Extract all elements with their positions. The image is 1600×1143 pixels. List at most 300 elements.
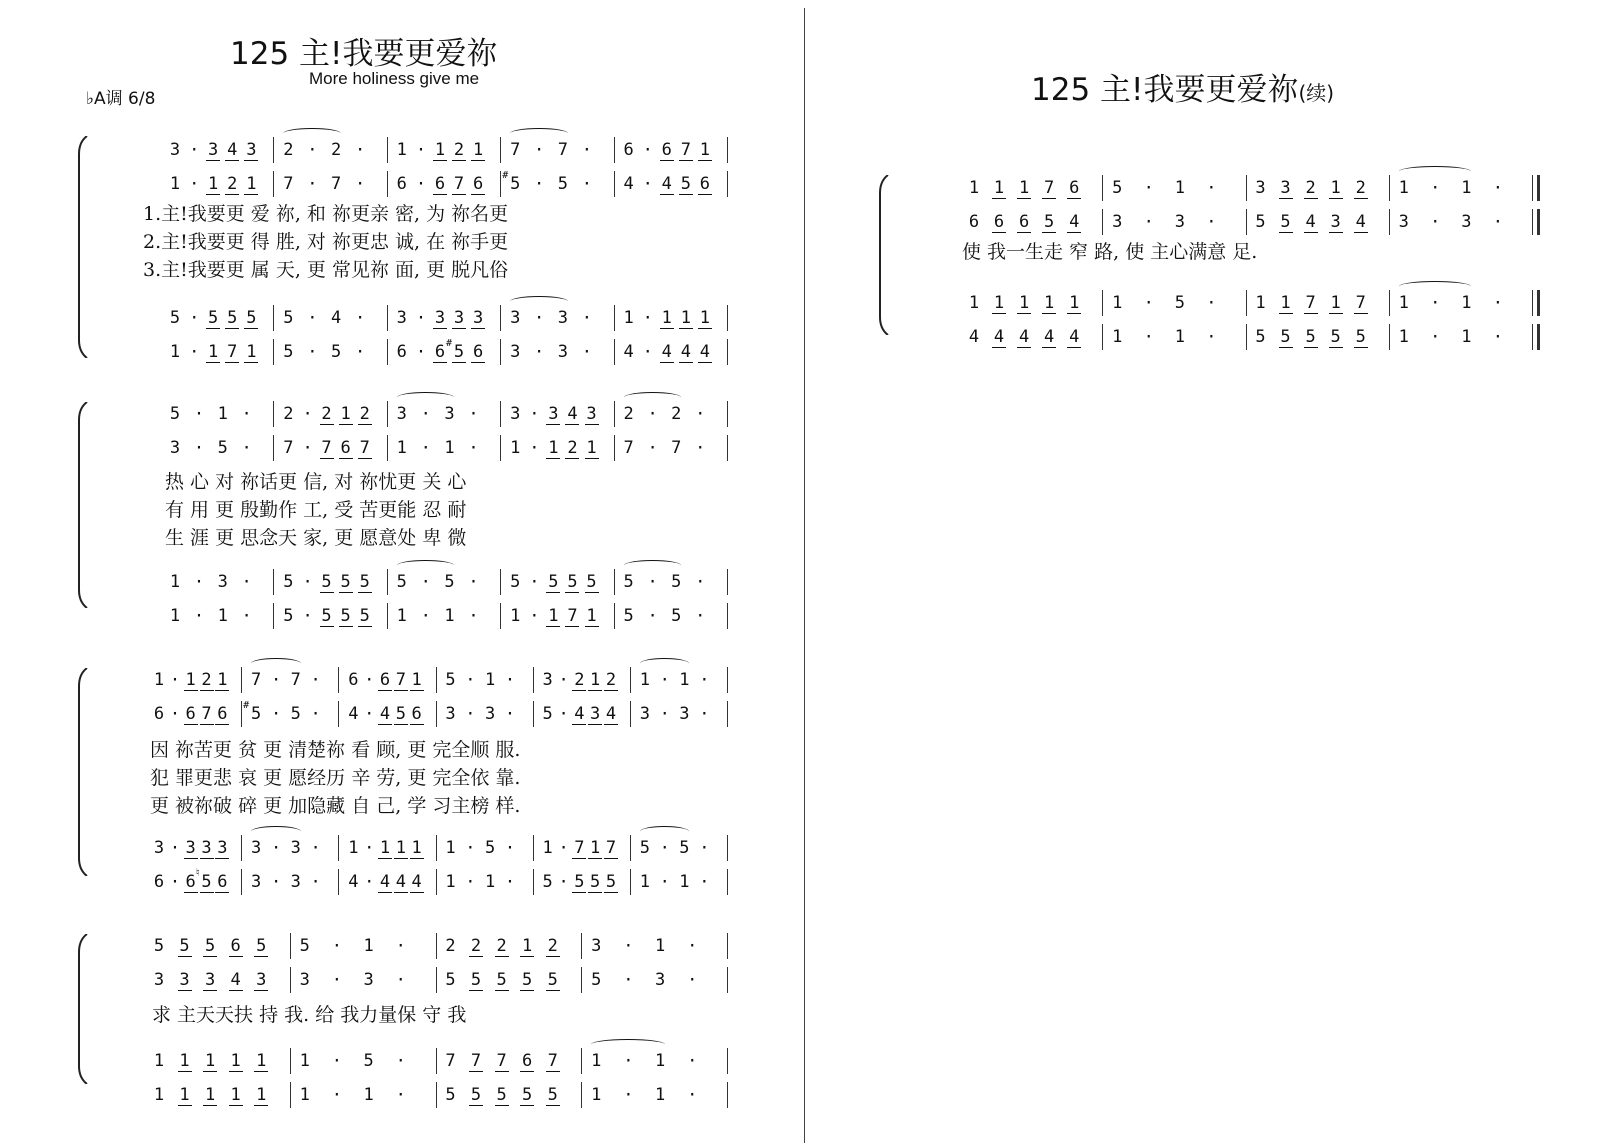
- note: 7: [510, 140, 521, 160]
- note: 2: [623, 404, 634, 424]
- duration-dot: ·: [241, 606, 252, 626]
- note: 4: [395, 872, 406, 892]
- bar-line: [727, 1082, 728, 1108]
- duration-dot: ·: [687, 1085, 698, 1105]
- duration-dot: ·: [699, 670, 710, 690]
- note: 1: [208, 342, 219, 362]
- note: 3: [434, 308, 446, 328]
- note: 4: [605, 704, 617, 724]
- note: 1: [169, 606, 181, 626]
- note: 5: [542, 872, 553, 892]
- note: # 5: [508, 174, 522, 194]
- note: 4: [567, 404, 578, 424]
- note: 1: [699, 308, 711, 328]
- note: 6: [623, 140, 634, 160]
- duration-dot: ·: [465, 704, 476, 724]
- note: 7: [359, 438, 370, 458]
- note: 4: [227, 140, 238, 160]
- duration-dot: ·: [687, 970, 698, 990]
- note: 3: [290, 872, 301, 892]
- bar-line: [1246, 209, 1247, 235]
- bar-line: [273, 603, 274, 629]
- duration-dot: ·: [415, 174, 427, 194]
- note: 5: [444, 572, 455, 592]
- tie-arc: [640, 658, 690, 669]
- note: 5: [496, 970, 507, 990]
- note: 1: [153, 1051, 165, 1071]
- note: 2: [445, 936, 456, 956]
- note: 3: [445, 704, 456, 724]
- note: 3: [169, 140, 181, 160]
- note: 5: [179, 936, 190, 956]
- note: 5: [445, 1085, 456, 1105]
- note: 1: [1112, 293, 1123, 313]
- bar-line: [436, 835, 437, 861]
- duration-dot: ·: [581, 174, 592, 194]
- notation-row: [0, 1085, 1600, 1113]
- tie-arc: [251, 826, 301, 837]
- note: 5: [623, 572, 634, 592]
- note: 4: [230, 970, 241, 990]
- duration-dot: ·: [364, 872, 375, 892]
- note: 5: [548, 572, 559, 592]
- note: 1: [586, 606, 597, 626]
- note: 3: [208, 140, 219, 160]
- note: 5: [283, 342, 294, 362]
- note: 5: [1280, 212, 1291, 232]
- note: 3: [484, 704, 496, 724]
- bar-line: [581, 967, 582, 993]
- note: 5: [1174, 293, 1185, 313]
- note: 7: [227, 342, 238, 362]
- bar-line: [500, 401, 501, 427]
- note: 1: [363, 1085, 374, 1105]
- note: 2: [574, 670, 585, 690]
- note: 7: [453, 174, 465, 194]
- duration-dot: ·: [331, 970, 342, 990]
- note: 1: [246, 174, 257, 194]
- duration-dot: ·: [415, 140, 427, 160]
- note: 1: [379, 838, 391, 858]
- note: 3: [251, 872, 262, 892]
- lyric-line: 求 主天天扶 持 我. 给 我力量保 守 我: [152, 1004, 467, 1026]
- note: 6: [153, 704, 165, 724]
- note: 7: [201, 704, 212, 724]
- note: 4: [661, 174, 672, 194]
- duration-dot: ·: [420, 572, 431, 592]
- duration-dot: ·: [1430, 178, 1441, 198]
- note: 1: [1330, 178, 1341, 198]
- lyric-line: 生 涯 更 思念天 家, 更 愿意处 卑 微: [165, 527, 467, 549]
- note: 6: [396, 174, 407, 194]
- duration-dot: ·: [302, 438, 313, 458]
- duration-dot: ·: [1492, 327, 1503, 347]
- tie-arc: [640, 826, 690, 837]
- note: 6: [340, 438, 351, 458]
- note: 1: [522, 936, 533, 956]
- note: 4: [1018, 327, 1030, 347]
- duration-dot: ·: [189, 174, 200, 194]
- note: 4: [680, 342, 691, 362]
- duration-dot: ·: [623, 1085, 634, 1105]
- final-bar-line: [1537, 209, 1540, 235]
- duration-dot: ·: [193, 438, 205, 458]
- note: 1: [655, 1051, 666, 1071]
- duration-dot: ·: [687, 1051, 698, 1071]
- note: 1: [185, 670, 196, 690]
- bar-line: [290, 933, 291, 959]
- duration-dot: ·: [1143, 212, 1154, 232]
- note: 7: [330, 174, 342, 194]
- duration-dot: ·: [310, 670, 321, 690]
- note: 4: [411, 872, 422, 892]
- duration-dot: ·: [415, 342, 427, 362]
- note: 1: [396, 140, 407, 160]
- duration-dot: ·: [1492, 212, 1503, 232]
- duration-dot: ·: [623, 970, 634, 990]
- duration-dot: ·: [241, 438, 252, 458]
- note: 7: [1305, 293, 1316, 313]
- duration-dot: ·: [310, 704, 321, 724]
- note: 3: [586, 404, 597, 424]
- note: 7: [605, 838, 617, 858]
- note: 3: [1398, 212, 1409, 232]
- duration-dot: ·: [420, 606, 431, 626]
- note: 1: [1398, 293, 1409, 313]
- title-text: 125 主!我要更爱祢: [1031, 72, 1299, 108]
- notation-row: [0, 293, 1600, 321]
- note: 3: [1255, 178, 1266, 198]
- duration-dot: ·: [1430, 293, 1441, 313]
- duration-dot: ·: [270, 670, 282, 690]
- note: 2: [321, 404, 332, 424]
- note: 4: [993, 327, 1005, 347]
- duration-dot: ·: [354, 342, 366, 362]
- notation-row: [0, 438, 1600, 466]
- note: 1: [169, 342, 181, 362]
- note: 5: [591, 970, 602, 990]
- duration-dot: ·: [642, 308, 653, 328]
- note: 1: [1018, 178, 1030, 198]
- duration-dot: ·: [699, 838, 710, 858]
- bar-line: [727, 137, 728, 163]
- note: 4: [1069, 327, 1080, 347]
- bar-line: [727, 933, 728, 959]
- note: 7: [496, 1051, 507, 1071]
- bar-line: [727, 869, 728, 895]
- note: 1: [968, 293, 980, 313]
- note: 1: [590, 838, 601, 858]
- notation-row: [0, 404, 1600, 432]
- note: 6: [968, 212, 980, 232]
- tie-arc: [397, 560, 455, 571]
- lyric-line: 2.主!我要更 得 胜, 对 祢更忠 诚, 在 祢手更: [143, 231, 509, 253]
- note: 1: [1461, 327, 1472, 347]
- note: 5: [169, 404, 181, 424]
- notation-row: [0, 670, 1600, 698]
- note: 1: [679, 872, 690, 892]
- note: 5: [586, 572, 597, 592]
- note: 3: [510, 308, 521, 328]
- duration-dot: ·: [558, 838, 569, 858]
- notation-row: [0, 572, 1600, 600]
- duration-dot: ·: [169, 670, 181, 690]
- note: 3: [453, 308, 465, 328]
- notation-row: [0, 872, 1600, 900]
- note: 1: [217, 606, 228, 626]
- note: 1: [484, 872, 496, 892]
- bar-line: [436, 1082, 437, 1108]
- note: 3: [396, 404, 407, 424]
- note: 3: [557, 342, 569, 362]
- note: 3: [1280, 178, 1291, 198]
- duration-dot: ·: [647, 438, 658, 458]
- note: 6: [217, 872, 228, 892]
- final-bar-line: [1537, 290, 1540, 316]
- note: 1: [179, 1051, 190, 1071]
- note: 4: [379, 704, 391, 724]
- note: 6: [434, 342, 446, 362]
- note: 7: [1044, 178, 1055, 198]
- note: 3: [290, 838, 301, 858]
- note: 4: [623, 174, 634, 194]
- note: 6: [661, 140, 672, 160]
- duration-dot: ·: [558, 872, 569, 892]
- note: 3: [251, 838, 262, 858]
- duration-dot: ·: [1206, 212, 1217, 232]
- bar-line: [436, 869, 437, 895]
- bar-line: [1532, 209, 1533, 235]
- duration-dot: ·: [699, 704, 710, 724]
- note: # 5: [249, 704, 263, 724]
- note: 5: [522, 1085, 533, 1105]
- duration-dot: ·: [310, 872, 321, 892]
- duration-dot: ·: [647, 606, 658, 626]
- note: 5: [445, 670, 456, 690]
- note: 3: [256, 970, 267, 990]
- note: 3: [1174, 212, 1185, 232]
- bar-line: [500, 603, 501, 629]
- duration-dot: ·: [465, 670, 476, 690]
- tie-arc: [1399, 166, 1472, 177]
- bar-line: [727, 667, 728, 693]
- note: 5: [217, 438, 228, 458]
- note: 1: [169, 174, 181, 194]
- bar-line: [1389, 209, 1390, 235]
- duration-dot: ·: [642, 342, 653, 362]
- bar-line: [1102, 290, 1103, 316]
- note: 3: [246, 140, 257, 160]
- note: 4: [348, 704, 359, 724]
- note: 2: [330, 140, 342, 160]
- bar-line: [1389, 290, 1390, 316]
- note: 1: [204, 1051, 216, 1071]
- bar-line: [727, 835, 728, 861]
- note: 4: [330, 308, 342, 328]
- bar-line: [387, 569, 388, 595]
- note: 2: [1305, 178, 1316, 198]
- note: 6: [411, 704, 422, 724]
- note: 1: [993, 178, 1005, 198]
- note: 7: [445, 1051, 456, 1071]
- duration-dot: ·: [1206, 327, 1217, 347]
- bar-line: [533, 701, 534, 727]
- note: 1: [348, 838, 359, 858]
- duration-dot: ·: [169, 704, 181, 724]
- note: 2: [201, 670, 212, 690]
- note: 1: [1255, 293, 1266, 313]
- lyric-line: 使 我一生走 窄 路, 使 主心满意 足.: [962, 241, 1258, 263]
- note: 1: [169, 572, 181, 592]
- duration-dot: ·: [307, 174, 318, 194]
- bar-line: [614, 569, 615, 595]
- note: 1: [217, 404, 228, 424]
- note: 1: [217, 670, 228, 690]
- note: 1: [153, 670, 165, 690]
- bar-line: [581, 1082, 582, 1108]
- note: 3: [591, 936, 602, 956]
- bar-line: [533, 835, 534, 861]
- final-bar-line: [1537, 324, 1540, 350]
- note: 5: [470, 970, 482, 990]
- duration-dot: ·: [270, 872, 282, 892]
- note: 2: [470, 936, 482, 956]
- note: 3: [444, 404, 455, 424]
- duration-dot: ·: [354, 308, 366, 328]
- bar-line: [273, 569, 274, 595]
- duration-dot: ·: [354, 140, 366, 160]
- note: 5: [445, 970, 456, 990]
- note: 5: [359, 606, 370, 626]
- notation-row: [0, 140, 1600, 168]
- note: 6: [230, 936, 241, 956]
- note: 1: [153, 1085, 165, 1105]
- note: 6: [185, 872, 196, 892]
- bar-line: [533, 869, 534, 895]
- note: 1: [299, 1051, 310, 1071]
- note: 6: [1018, 212, 1030, 232]
- note: 2: [283, 404, 294, 424]
- duration-dot: ·: [534, 308, 545, 328]
- note: 3: [363, 970, 374, 990]
- duration-dot: ·: [241, 404, 252, 424]
- note: 3: [1112, 212, 1123, 232]
- note: 5: [395, 704, 406, 724]
- duration-dot: ·: [695, 404, 706, 424]
- note: 7: [623, 438, 634, 458]
- duration-dot: ·: [307, 342, 318, 362]
- note: 3: [1461, 212, 1472, 232]
- bar-line: [1102, 209, 1103, 235]
- note: 5: [522, 970, 533, 990]
- duration-dot: ·: [687, 936, 698, 956]
- note: 7: [470, 1051, 482, 1071]
- note: 5: [363, 1051, 374, 1071]
- duration-dot: ·: [189, 140, 200, 160]
- bar-line: [436, 933, 437, 959]
- note: 6: [434, 174, 446, 194]
- note: 2: [227, 174, 238, 194]
- duration-dot: ·: [1143, 178, 1154, 198]
- bar-line: [273, 401, 274, 427]
- duration-dot: ·: [354, 174, 366, 194]
- key-signature: ♭A调 6/8: [86, 89, 156, 109]
- note: 1: [396, 606, 407, 626]
- note: 4: [574, 704, 585, 724]
- duration-dot: ·: [193, 606, 205, 626]
- lyric-line: 更 被祢破 碎 更 加隐藏 自 己, 学 习主榜 样.: [150, 795, 521, 817]
- note: 3: [679, 704, 690, 724]
- duration-dot: ·: [659, 704, 670, 724]
- duration-dot: ·: [659, 838, 670, 858]
- note: 5: [283, 606, 294, 626]
- note: 7: [251, 670, 262, 690]
- bar-line: [614, 401, 615, 427]
- bar-line: [387, 401, 388, 427]
- note: 7: [283, 438, 294, 458]
- note: 1: [299, 1085, 310, 1105]
- bar-line: [436, 667, 437, 693]
- bar-line: [241, 701, 242, 727]
- note: 5: [208, 308, 219, 328]
- note: 1: [484, 670, 496, 690]
- bar-line: [1246, 175, 1247, 201]
- bar-line: [500, 569, 501, 595]
- note: 1: [591, 1085, 602, 1105]
- bar-line: [1102, 324, 1103, 350]
- notation-row: [0, 970, 1600, 998]
- bar-line: [338, 869, 339, 895]
- duration-dot: ·: [169, 838, 181, 858]
- duration-dot: ·: [468, 572, 479, 592]
- note: 4: [1044, 327, 1055, 347]
- note: 7: [321, 438, 332, 458]
- note: 5: [542, 704, 553, 724]
- bar-line: [338, 667, 339, 693]
- note: 1: [411, 670, 422, 690]
- duration-dot: ·: [581, 308, 592, 328]
- note: 5: [671, 606, 682, 626]
- duration-dot: ·: [420, 404, 431, 424]
- note: 5: [340, 572, 351, 592]
- tie-arc: [1399, 281, 1472, 292]
- note: 3: [510, 404, 521, 424]
- note: 3: [639, 704, 650, 724]
- note: 1: [1174, 327, 1185, 347]
- note: 5: [290, 704, 301, 724]
- duration-dot: ·: [307, 140, 318, 160]
- duration-dot: ·: [659, 670, 670, 690]
- note: ♮ 5: [200, 872, 214, 893]
- bar-line: [241, 667, 242, 693]
- bar-line: [387, 137, 388, 163]
- bar-line: [727, 435, 728, 461]
- note: 3: [185, 838, 196, 858]
- duration-dot: ·: [169, 872, 181, 892]
- duration-dot: ·: [642, 140, 653, 160]
- duration-dot: ·: [695, 606, 706, 626]
- bar-line: [241, 869, 242, 895]
- note: 5: [204, 936, 216, 956]
- duration-dot: ·: [1143, 327, 1154, 347]
- note: 7: [547, 1051, 558, 1071]
- note: 1: [411, 838, 422, 858]
- note: 5: [567, 572, 578, 592]
- final-bar-line: [1537, 175, 1540, 201]
- note: 1: [230, 1085, 241, 1105]
- note: 1: [230, 1051, 241, 1071]
- note: 1: [1018, 293, 1030, 313]
